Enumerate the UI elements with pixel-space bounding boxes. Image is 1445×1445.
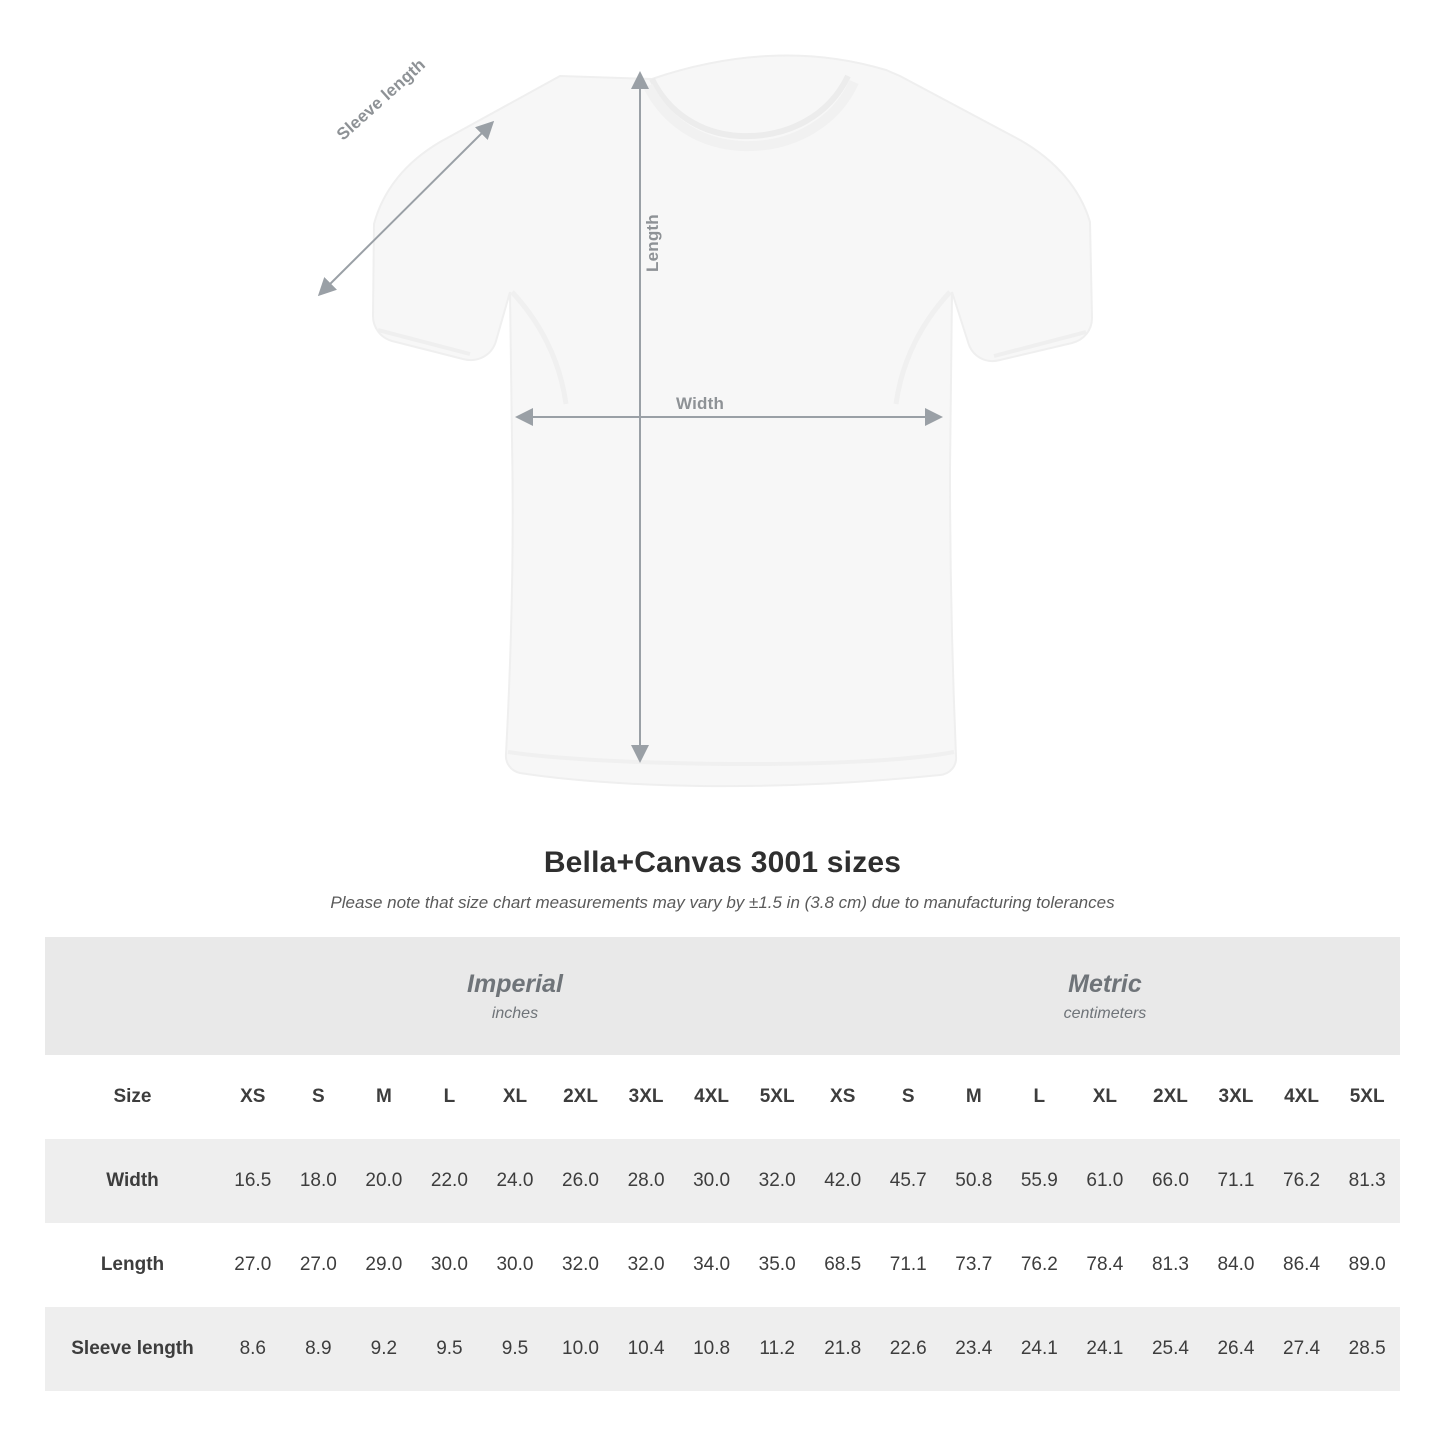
table-corner-cell	[45, 937, 220, 1055]
measurement-cell-imperial: 22.0	[417, 1139, 483, 1223]
measurement-cell-imperial: 30.0	[417, 1223, 483, 1307]
measurement-cell-imperial: 26.0	[548, 1139, 614, 1223]
measurement-cell-imperial: 8.6	[220, 1307, 286, 1391]
size-col-header-metric: 4XL	[1269, 1055, 1335, 1139]
size-col-header-imperial: M	[351, 1055, 417, 1139]
imperial-header-subtitle: inches	[491, 1004, 539, 1022]
measurement-cell-metric: 81.3	[1334, 1139, 1400, 1223]
measurement-cell-imperial: 9.2	[351, 1307, 417, 1391]
imperial-header-title: Imperial	[467, 969, 563, 998]
measurement-cell-metric: 23.4	[941, 1307, 1007, 1391]
measurement-cell-imperial: 28.0	[613, 1139, 679, 1223]
tshirt-shape	[373, 56, 1092, 787]
title-block	[0, 846, 1445, 913]
size-col-header-imperial: 3XL	[613, 1055, 679, 1139]
measurement-cell-imperial: 32.0	[613, 1223, 679, 1307]
measurement-cell-metric: 81.3	[1138, 1223, 1204, 1307]
metric-header	[810, 937, 1400, 1055]
measurement-row-label: Width	[45, 1139, 220, 1223]
size-col-header-imperial: 2XL	[548, 1055, 614, 1139]
measurement-cell-metric: 86.4	[1269, 1223, 1335, 1307]
size-row-label: Size	[45, 1055, 220, 1139]
measurement-cell-metric: 26.4	[1203, 1307, 1269, 1391]
size-col-header-metric: XL	[1072, 1055, 1138, 1139]
measurement-cell-metric: 42.0	[810, 1139, 876, 1223]
measurement-cell-imperial: 24.0	[482, 1139, 548, 1223]
measurement-cell-imperial: 34.0	[679, 1223, 745, 1307]
measurement-cell-imperial: 10.4	[613, 1307, 679, 1391]
measurement-cell-imperial: 32.0	[744, 1139, 810, 1223]
measurement-cell-metric: 28.5	[1334, 1307, 1400, 1391]
size-col-header-metric: XS	[810, 1055, 876, 1139]
size-col-header-imperial: L	[417, 1055, 483, 1139]
size-table	[45, 937, 1400, 1391]
sleeve-length-label: Sleeve length	[333, 54, 430, 145]
measurement-cell-metric: 68.5	[810, 1223, 876, 1307]
measurement-cell-metric: 76.2	[1269, 1139, 1335, 1223]
size-col-header-metric: 3XL	[1203, 1055, 1269, 1139]
measurement-cell-metric: 73.7	[941, 1223, 1007, 1307]
tolerance-note: Please note that size chart measurements may vary by ±1.5 in (3.8 cm) due to manufacturing tolerances	[330, 893, 1115, 912]
size-col-header-imperial: 5XL	[744, 1055, 810, 1139]
measurement-cell-metric: 61.0	[1072, 1139, 1138, 1223]
measurement-cell-imperial: 30.0	[679, 1139, 745, 1223]
table-row	[45, 1139, 1400, 1223]
measurement-cell-metric: 78.4	[1072, 1223, 1138, 1307]
measurement-cell-metric: 27.4	[1269, 1307, 1335, 1391]
measurement-cell-metric: 24.1	[1072, 1307, 1138, 1391]
size-col-header-imperial: S	[286, 1055, 352, 1139]
size-col-header-metric: S	[875, 1055, 941, 1139]
width-label: Width	[676, 394, 725, 413]
measurement-cell-imperial: 11.2	[744, 1307, 810, 1391]
measurement-cell-imperial: 10.8	[679, 1307, 745, 1391]
size-table-wrap	[45, 937, 1400, 1391]
size-col-header-metric: 2XL	[1138, 1055, 1204, 1139]
measurement-cell-metric: 55.9	[1007, 1139, 1073, 1223]
measurement-cell-imperial: 27.0	[220, 1223, 286, 1307]
measurement-cell-imperial: 20.0	[351, 1139, 417, 1223]
length-label: Length	[643, 214, 662, 272]
measurement-cell-metric: 89.0	[1334, 1223, 1400, 1307]
measurement-cell-imperial: 32.0	[548, 1223, 614, 1307]
size-col-header-metric: M	[941, 1055, 1007, 1139]
measurement-cell-imperial: 27.0	[286, 1223, 352, 1307]
measurement-cell-imperial: 8.9	[286, 1307, 352, 1391]
measurement-cell-imperial: 16.5	[220, 1139, 286, 1223]
measurement-cell-imperial: 29.0	[351, 1223, 417, 1307]
measurement-cell-imperial: 35.0	[744, 1223, 810, 1307]
measurement-cell-metric: 66.0	[1138, 1139, 1204, 1223]
measurement-cell-metric: 25.4	[1138, 1307, 1204, 1391]
size-col-header-metric: L	[1007, 1055, 1073, 1139]
table-row	[45, 1223, 1400, 1307]
size-col-header-imperial: 4XL	[679, 1055, 745, 1139]
metric-header-subtitle: centimeters	[1063, 1004, 1147, 1022]
measurement-row-label: Sleeve length	[45, 1307, 220, 1391]
measurement-cell-metric: 22.6	[875, 1307, 941, 1391]
measurement-cell-metric: 84.0	[1203, 1223, 1269, 1307]
measurement-cell-metric: 24.1	[1007, 1307, 1073, 1391]
size-col-header-metric: 5XL	[1334, 1055, 1400, 1139]
unit-header-row	[45, 937, 1400, 1055]
measurement-cell-metric: 21.8	[810, 1307, 876, 1391]
measurement-cell-metric: 45.7	[875, 1139, 941, 1223]
metric-header-title: Metric	[1068, 969, 1142, 998]
measurement-cell-metric: 71.1	[1203, 1139, 1269, 1223]
measurement-cell-imperial: 30.0	[482, 1223, 548, 1307]
measurement-cell-metric: 50.8	[941, 1139, 1007, 1223]
size-col-header-imperial: XL	[482, 1055, 548, 1139]
measurement-cell-metric: 76.2	[1007, 1223, 1073, 1307]
imperial-header	[220, 937, 810, 1055]
measurement-cell-metric: 71.1	[875, 1223, 941, 1307]
page-title: Bella+Canvas 3001 sizes	[543, 846, 902, 879]
table-row	[45, 1307, 1400, 1391]
size-col-header-imperial: XS	[220, 1055, 286, 1139]
measurement-cell-imperial: 9.5	[417, 1307, 483, 1391]
measurement-row-label: Length	[45, 1223, 220, 1307]
measurement-cell-imperial: 18.0	[286, 1139, 352, 1223]
measurement-cell-imperial: 10.0	[548, 1307, 614, 1391]
measurement-cell-imperial: 9.5	[482, 1307, 548, 1391]
size-header-row	[45, 1055, 1400, 1139]
